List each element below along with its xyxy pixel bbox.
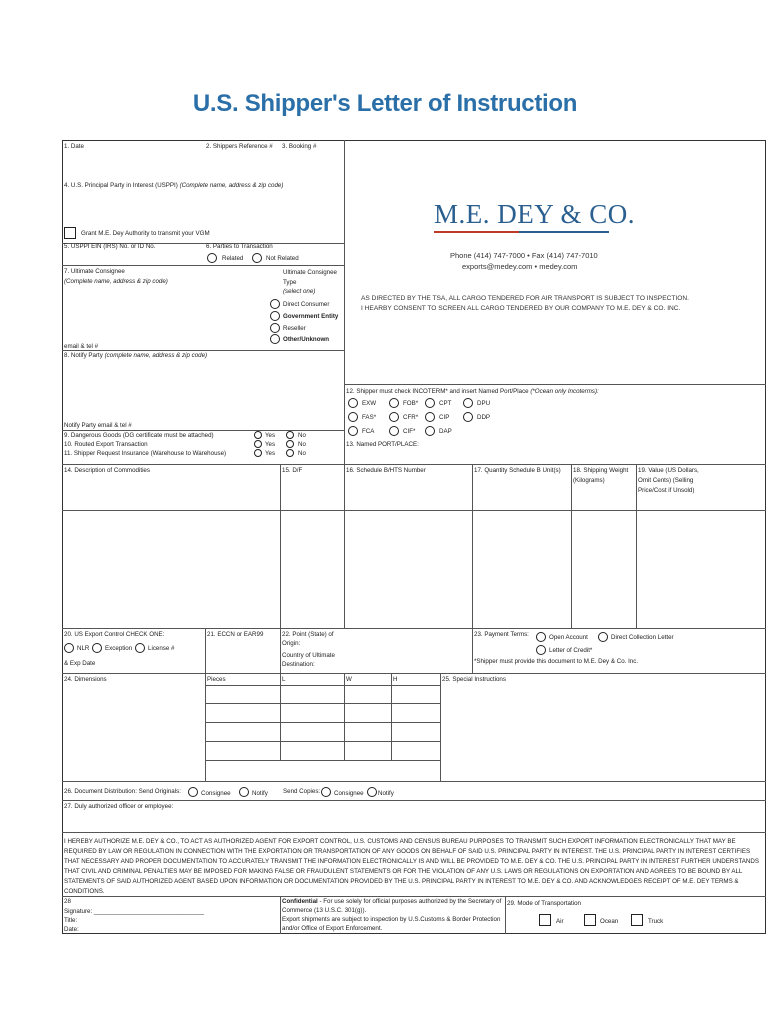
incoterm-fob-label: FOB*	[403, 400, 419, 407]
field-1-date-label: 1. Date	[64, 143, 84, 150]
field-25-label: 25. Special Instructions	[442, 676, 506, 683]
title-label: Title:	[64, 917, 78, 924]
letter-of-credit-label: Letter of Credit*	[549, 647, 593, 654]
form-frame	[62, 140, 766, 934]
copies-notify-radio[interactable]	[367, 787, 377, 797]
field-5-ein-label: 5. USPPI EIN (IRS) No. or ID No.	[64, 243, 156, 250]
incoterm-ddp-radio[interactable]	[463, 412, 473, 422]
shipper-note: *Shipper must provide this document to M.E. Dey & Co. Inc.	[474, 658, 639, 665]
tsa-notice-line2: I HEARBY CONSENT TO SCREEN ALL CARGO TENDERED BY OUR COMPANY TO M.E. DEY & CO. INC.	[361, 305, 681, 312]
tsa-notice-line1: AS DIRECTED BY THE TSA, ALL CARGO TENDERED FOR AIR TRANSPORT IS SUBJECT TO INSPECTION.	[361, 295, 689, 302]
incoterm-dpu-radio[interactable]	[463, 398, 473, 408]
related-radio[interactable]	[207, 253, 217, 263]
field-18-unit: (Kilograms)	[573, 477, 605, 484]
confidential-line-1: Confidential - For use solely for official purposes authorized by the Secretary of	[282, 898, 502, 905]
field-7-consignee-hint: (Complete name, address & zip code)	[64, 278, 168, 285]
copies-consignee-radio[interactable]	[321, 787, 331, 797]
dim-pieces-label: Pieces	[207, 676, 226, 683]
not-related-radio[interactable]	[252, 253, 262, 263]
air-label: Air	[556, 918, 564, 925]
incoterm-dpu-label: DPU	[477, 400, 491, 407]
field-12-label: 12. Shipper must check INCOTERM* and insert Named Port/Place (*Ocean only Incoterms):	[346, 388, 599, 395]
dim-h-label: H	[393, 676, 398, 683]
incoterm-cfr-label: CFR*	[403, 414, 419, 421]
truck-label: Truck	[648, 918, 664, 925]
field-18-label: 18. Shipping Weight	[573, 467, 629, 474]
dg-no-radio[interactable]	[286, 431, 294, 439]
letter-of-credit-radio[interactable]	[536, 645, 546, 655]
insurance-no-label: No	[298, 450, 306, 457]
page-title: U.S. Shipper's Letter of Instruction	[192, 90, 578, 117]
incoterm-cif-radio[interactable]	[389, 426, 399, 436]
field-14-label: 14. Description of Commodities	[64, 467, 150, 474]
consignee-email-label: email & tel #	[64, 343, 99, 350]
not-related-label: Not Related	[266, 255, 299, 262]
routed-no-label: No	[298, 441, 306, 448]
incoterm-fas-label: FAS*	[362, 414, 377, 421]
field-11-label: 11. Shipper Request Insurance (Warehouse to Warehouse)	[64, 450, 227, 457]
dg-yes-label: Yes	[265, 432, 276, 439]
routed-yes-radio[interactable]	[254, 440, 262, 448]
signature-line: Signature: ________________________________	[64, 908, 205, 915]
originals-notify-label: Notify	[252, 790, 268, 797]
field-24-label: 24. Dimensions	[64, 676, 107, 683]
reseller-label: Reseller	[283, 325, 306, 332]
government-entity-label: Government Entity	[283, 313, 339, 320]
field-19-label-3: Price/Cost if Unsold)	[638, 487, 695, 494]
incoterm-cip-radio[interactable]	[425, 412, 435, 422]
exp-date-label: & Exp Date	[64, 660, 96, 667]
direct-collection-radio[interactable]	[598, 632, 608, 642]
field-26-label: 26. Document Distribution: Send Originals:	[64, 788, 181, 795]
ocean-checkbox[interactable]	[584, 914, 596, 926]
direct-collection-label: Direct Collection Letter	[611, 634, 674, 641]
copies-notify-label: Notify	[378, 790, 394, 797]
license-label: License #	[148, 645, 175, 652]
field-22-destination: Destination:	[282, 661, 315, 668]
logo-underline-red	[434, 231, 519, 233]
incoterm-ddp-label: DDP	[477, 414, 491, 421]
air-checkbox[interactable]	[539, 914, 551, 926]
originals-consignee-label: Consignee	[201, 790, 231, 797]
field-23-label: 23. Payment Terms:	[474, 631, 529, 638]
field-10-label: 10. Routed Export Transaction	[64, 441, 148, 448]
routed-no-radio[interactable]	[286, 440, 294, 448]
insurance-yes-label: Yes	[265, 450, 276, 457]
field-4-usppi-label: 4. U.S. Principal Party in Interest (USPPI) (Complete name, address & zip code)	[64, 182, 284, 189]
ocean-label: Ocean	[600, 918, 619, 925]
incoterm-cip-label: CIP	[439, 414, 450, 421]
truck-checkbox[interactable]	[631, 914, 643, 926]
incoterm-dap-radio[interactable]	[425, 426, 435, 436]
field-19-label-2: Omit Cents) (Selling	[638, 477, 694, 484]
insurance-yes-radio[interactable]	[254, 449, 262, 457]
field-22-country: Country of Ultimate	[282, 652, 335, 659]
company-logo: M.E. DEY & CO.	[434, 199, 635, 229]
originals-consignee-radio[interactable]	[188, 787, 198, 797]
field-29-label: 29. Mode of Transportation	[507, 900, 581, 907]
insurance-no-radio[interactable]	[286, 449, 294, 457]
direct-consumer-label: Direct Consumer	[283, 301, 330, 308]
field-28-label: 28	[64, 898, 71, 905]
incoterm-cpt-radio[interactable]	[425, 398, 435, 408]
nlr-label: NLR	[77, 645, 90, 652]
uc-type-label-1: Ultimate Consignee	[283, 269, 337, 276]
confidential-line-2: Commerce (13 U.S.C. 301(g)).	[282, 907, 367, 914]
field-13-label: 13. Named PORT/PLACE:	[346, 441, 419, 448]
field-19-label: 19. Value (US Dollars,	[638, 467, 699, 474]
company-contact-web: exports@medey.com • medey.com	[462, 262, 578, 271]
confidential-line-3: Export shipments are subject to inspection by U.S.Customs & Border Protection	[282, 916, 501, 923]
company-contact-phone: Phone (414) 747-7000 • Fax (414) 747-7010	[450, 251, 598, 260]
dg-yes-radio[interactable]	[254, 431, 262, 439]
field-6-parties-label: 6. Parties to Transaction	[206, 243, 273, 250]
other-unknown-label: Other/Unknown	[283, 336, 330, 343]
exception-label: Exception	[105, 645, 133, 652]
vgm-label: Grant M.E. Dey Authority to transmit your VGM	[81, 230, 210, 237]
incoterm-exw-label: EXW	[362, 400, 377, 407]
dg-no-label: No	[298, 432, 306, 439]
routed-yes-label: Yes	[265, 441, 276, 448]
license-radio[interactable]	[135, 643, 145, 653]
field-20-label: 20. US Export Control CHECK ONE:	[64, 631, 165, 638]
date-label: Date:	[64, 926, 79, 933]
field-16-label: 16. Schedule B/HTS Number	[346, 467, 426, 474]
send-copies-label: Send Copies:	[283, 788, 321, 795]
field-22-origin: Origin:	[282, 640, 301, 647]
open-account-radio[interactable]	[536, 632, 546, 642]
direct-consumer-radio[interactable]	[270, 299, 280, 309]
field-2-shippers-reference-label: 2. Shippers Reference #	[206, 143, 273, 150]
uc-type-label-3: (select one)	[283, 288, 316, 295]
open-account-label: Open Account	[549, 634, 588, 641]
field-22-label: 22. Point (State) of	[282, 631, 334, 638]
field-3-booking-label: 3. Booking #	[282, 143, 317, 150]
government-entity-radio[interactable]	[270, 311, 280, 321]
incoterm-fca-radio[interactable]	[348, 426, 358, 436]
dim-w-label: W	[346, 676, 352, 683]
incoterm-cpt-label: CPT	[439, 400, 452, 407]
incoterm-cif-label: CIF*	[403, 428, 416, 435]
reseller-radio[interactable]	[270, 323, 280, 333]
vgm-checkbox[interactable]	[64, 227, 76, 239]
incoterm-dap-label: DAP	[439, 428, 452, 435]
field-15-label: 15. D/F	[282, 467, 303, 474]
field-7-consignee-label: 7. Ultimate Consignee	[64, 268, 125, 275]
incoterm-fas-radio[interactable]	[348, 412, 358, 422]
confidential-line-4: and/or Office of Export Enforcement.	[282, 925, 383, 932]
copies-consignee-label: Consignee	[334, 790, 364, 797]
field-21-label: 21. ECCN or EAR99	[207, 631, 264, 638]
related-label: Related	[222, 255, 244, 262]
authorization-statement: I HEREBY AUTHORIZE M.E. DEY & CO., TO ACT AS AUTHORIZED AGENT FOR EXPORT CONTROL, U.S. CUSTOMS AND CENSUS BUREAU PURPOSES TO TRANSMIT SUCH EXPORT INFORMATION ELECTRONICALLY THAT MAY BE REQUIRED BY LAW OR REGULATION IN CONNECTION WITH THE EXPORTATION OR TRANSPORTATION OF ANY GOODS ON BEHALF OF SAID U.S. PRINCIPAL PARTY IN INTEREST. THE U.S. PRINCIPAL PARTY IN INTEREST CERTIFIES THAT NECESSARY AND PROPER DOCUMENTATION TO ACCURATELY TRANSMIT THE INFORMATION ELECTRONICALLY IS AND WILL BE PROVIDED TO M.E. DEY & CO. THE U.S. PRINCIPAL PARTY IN INTEREST FURTHER UNDERSTANDS THAT CIVIL AND CRIMINAL PENALTIES MAY BE IMPOSED FOR MAKING FALSE OR FRAUDULENT STATEMENTS OR FOR THE VIOLATION OF ANY U.S. LAWS OR REGULATIONS ON EXPORTATION AND AGREES TO BE BOUND BY ALL STATEMENTS OF SAID AUTHORIZED AGENT BASED UPON INFORMATION OR DOCUMENTATION PROVIDED BY THE U.S. PRINCIPAL PARTY IN INTEREST TO M.E. DEY & CO. AND ACKNOWLEDGES RECEIPT OF M.E. DEY TERMS & CONDITIONS.	[64, 838, 759, 895]
field-9-label: 9. Dangerous Goods (DG certificate must be attached)	[64, 432, 214, 439]
other-unknown-radio[interactable]	[270, 334, 280, 344]
field-27-label: 27. Duly authorized officer or employee:	[64, 803, 174, 810]
incoterm-exw-radio[interactable]	[348, 398, 358, 408]
field-17-label: 17. Quantity Schedule B Unit(s)	[474, 467, 561, 474]
incoterm-cfr-radio[interactable]	[389, 412, 399, 422]
uc-type-label-2: Type	[283, 279, 297, 286]
originals-notify-radio[interactable]	[239, 787, 249, 797]
dim-l-label: L	[282, 676, 286, 683]
incoterm-fca-label: FCA	[362, 428, 375, 435]
nlr-radio[interactable]	[64, 643, 74, 653]
incoterm-fob-radio[interactable]	[389, 398, 399, 408]
field-8-notify-label: 8. Notify Party (complete name, address & zip code)	[64, 352, 208, 359]
exception-radio[interactable]	[92, 643, 102, 653]
logo-underline-blue	[519, 231, 609, 233]
notify-email-label: Notify Party email & tel #	[64, 422, 132, 429]
